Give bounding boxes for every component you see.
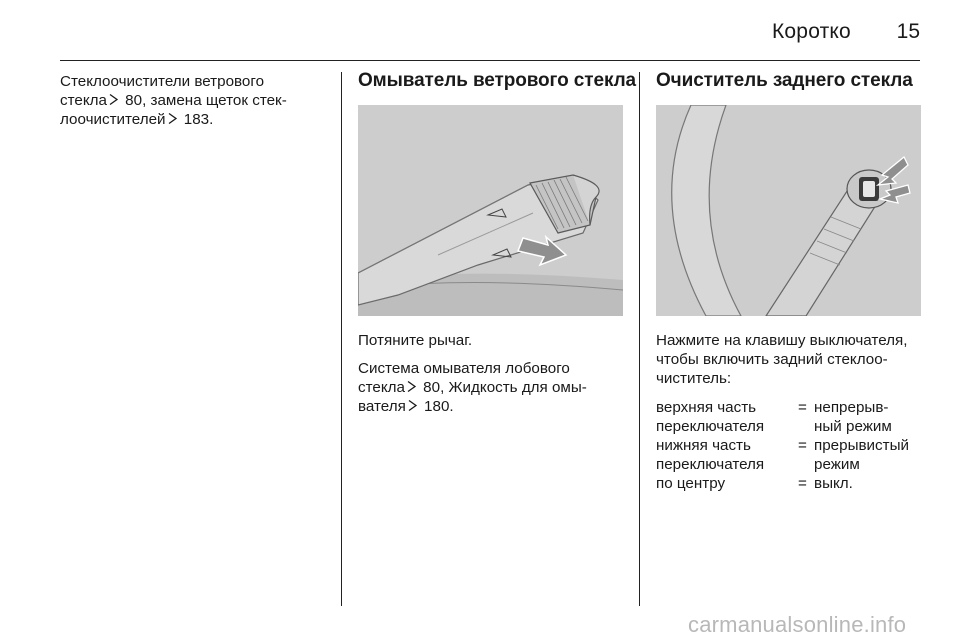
column-divider-1 [341, 72, 342, 606]
text-line: Нажмите на клавишу выключателя, [656, 332, 908, 349]
page-reference-arrow-icon [108, 93, 119, 106]
column-1 [60, 72, 330, 129]
switch-position-table [656, 398, 922, 493]
column-3 [656, 70, 922, 493]
wiper-lever-button-illustration [656, 105, 921, 316]
table-row: по центру = выкл. [656, 475, 853, 492]
table-row: верхняя часть переключателя = непрерыв- ный режим [656, 399, 892, 435]
text-line: чтобы включить задний стеклоо- [656, 351, 888, 368]
text-line: чиститель: [656, 370, 732, 387]
text-line: лоочистителей 183. [60, 111, 214, 128]
watermark: carmanualsonline.info [688, 612, 907, 637]
instruction-paragraph [656, 331, 922, 388]
page-number: 15 [896, 20, 920, 43]
rear-wiper-heading: Очиститель заднего стекла [656, 70, 913, 91]
page-reference-arrow-icon [406, 380, 417, 393]
text-line: стекла 80, замена щеток стек- [60, 92, 287, 109]
reference-paragraph [358, 359, 624, 416]
text-line: вателя 180. [358, 398, 454, 415]
wiper-lever-pull-illustration [358, 105, 623, 316]
page-header [0, 0, 960, 62]
table-row: нижняя часть переключателя = прерывистый режим [656, 437, 909, 473]
text-line: стекла 80, Жидкость для омы- [358, 379, 587, 396]
page-reference-arrow-icon [407, 399, 418, 412]
column-2 [358, 70, 637, 416]
instruction-text: Потяните рычаг. [358, 332, 473, 349]
section-title: Коротко [772, 20, 851, 43]
column-divider-2 [639, 72, 640, 606]
page-reference-arrow-icon [167, 112, 178, 125]
text-line: Стеклоочистители ветрового [60, 73, 265, 90]
header-rule [60, 60, 920, 61]
text-line: Система омывателя лобового [358, 360, 570, 377]
washer-heading: Омыватель ветрового стекла [358, 70, 637, 91]
